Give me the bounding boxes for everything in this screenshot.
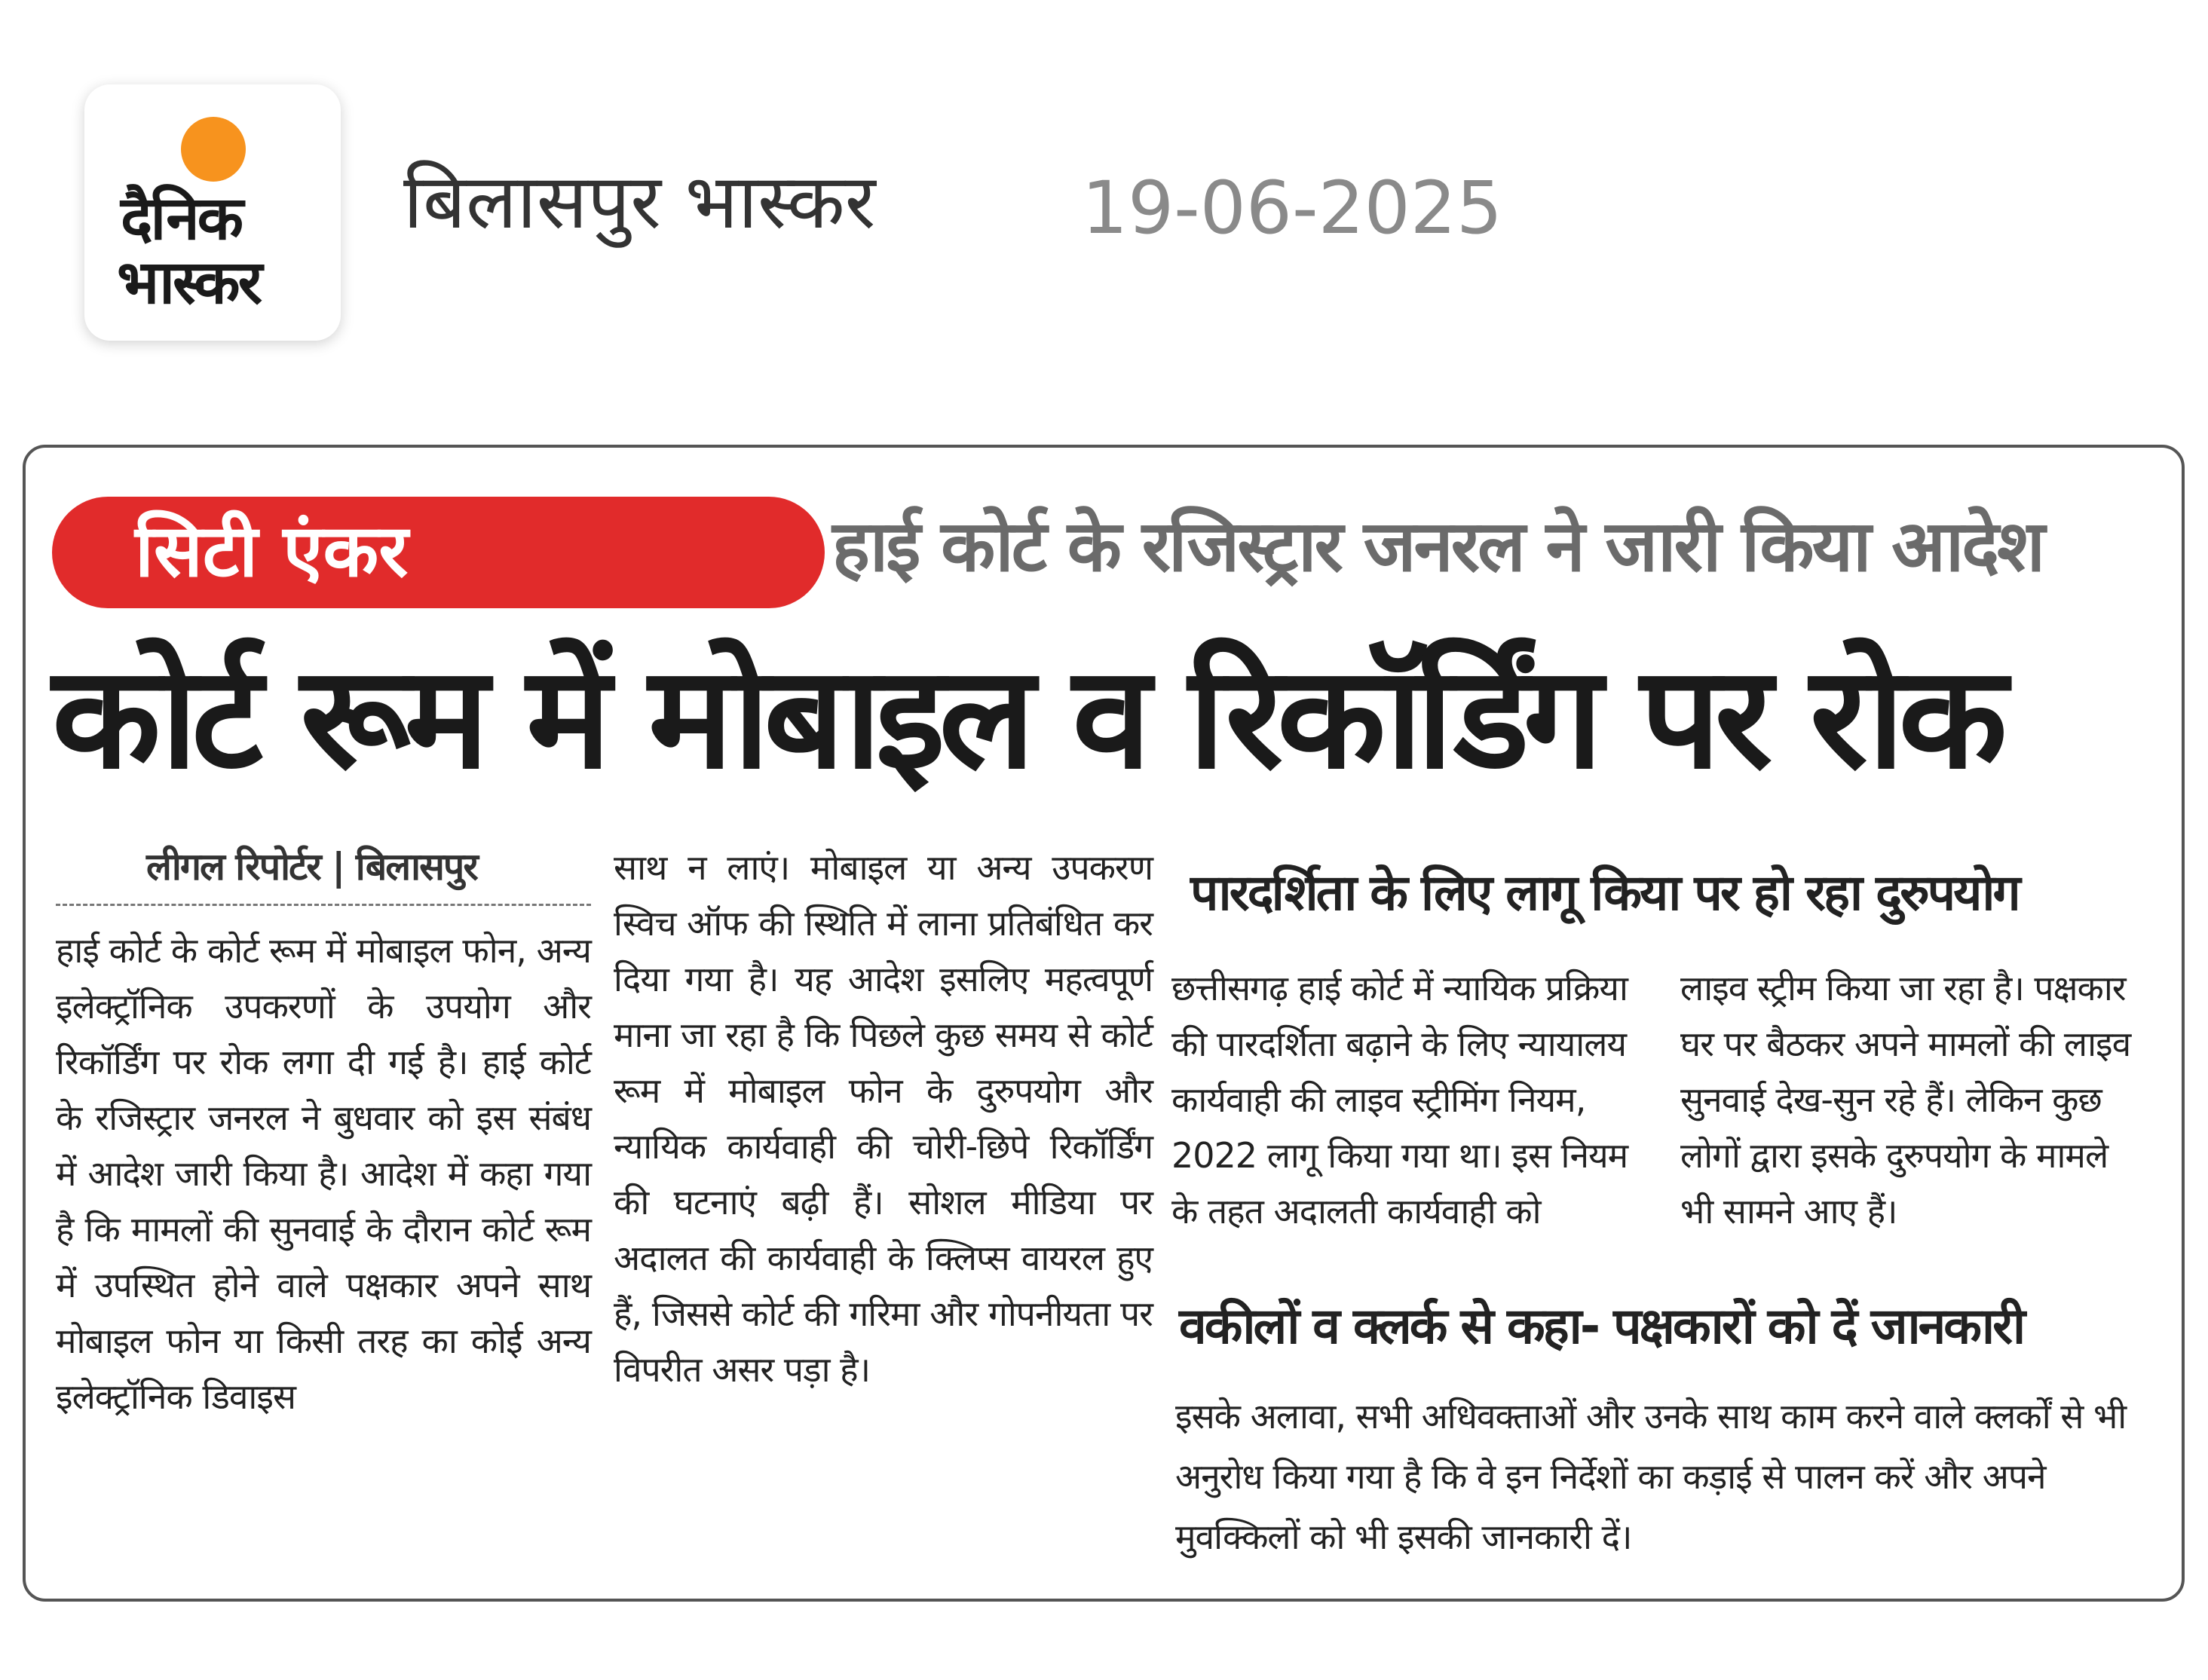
logo-text-line2: भास्कर	[117, 247, 261, 317]
section-tag	[52, 497, 825, 608]
subheading-transparency: पारदर्शिता के लिए लागू किया पर हो रहा दुरुपयोग	[1190, 864, 2019, 922]
news-clipping[interactable]	[23, 445, 2185, 1602]
kicker-headline: हाई कोर्ट के रजिस्ट्रार जनरल ने जारी किया आदेश	[832, 506, 2044, 588]
edition-name: बिलासपुर भास्कर	[403, 158, 876, 246]
section-tag-label: सिटी एंकर	[135, 509, 409, 593]
main-headline: कोर्ट रूम में मोबाइल व रिकॉर्डिंग पर रोक	[52, 635, 2001, 800]
logo-text-line1: दैनिक	[121, 183, 242, 253]
article-column-3: छत्तीसगढ़ हाई कोर्ट में न्यायिक प्रक्रिया की पारदर्शिता बढ़ाने के लिए न्यायालय कार्यवाही की लाइव स्ट्रीमिंग नियम, 2022 लागू किया गया था। इस नियम के तहत अदालती कार्यवाही को	[1171, 968, 1628, 1232]
article-column-4: लाइव स्ट्रीम किया जा रहा है। पक्षकार घर पर बैठकर अपने मामलों की लाइव सुनवाई देख-सुन रहे हैं। लेकिन कुछ लोगों द्वारा इसके दुरुपयोग के मामले भी सामने आए हैं।	[1680, 968, 2131, 1232]
subheading-lawyers: वकीलों व क्लर्क से कहा- पक्षकारों को दें जानकारी	[1179, 1297, 2024, 1355]
article-column-5: इसके अलावा, सभी अधिवक्ताओं और उनके साथ काम करने वाले क्लर्कों से भी अनुरोध किया गया है कि वे इन निर्देशों का कड़ाई से पालन करें और अपने मुवक्किलों को भी इसकी जानकारी दें।	[1175, 1396, 2127, 1557]
byline: लीगल रिपोर्टर | बिलासपुर	[146, 845, 477, 889]
logo-sun-icon	[181, 117, 246, 182]
byline-divider	[56, 904, 591, 906]
article-column-2: साथ न लाएं। मोबाइल या अन्य उपकरण स्विच ऑफ की स्थिति में लाना प्रतिबंधित कर दिया गया है। यह आदेश इसलिए महत्वपूर्ण माना जा रहा है कि पिछले कुछ समय से कोर्ट रूम में मोबाइल फोन के दुरुपयोग और न्यायिक कार्यवाही की चोरी-छिपे रिकॉर्डिंग की घटनाएं बढ़ी हैं। सोशल मीडिया पर अदालत की कार्यवाही के क्लिप्स वायरल हुए हैं, जिससे कोर्ट की गरिमा और गोपनीयता पर विपरीत असर पड़ा है।	[614, 847, 1153, 1390]
article-column-1: हाई कोर्ट के कोर्ट रूम में मोबाइल फोन, अन्य इलेक्ट्रॉनिक उपकरणों के उपयोग और रिकॉर्डिंग पर रोक लगा दी गई है। हाई कोर्ट के रजिस्ट्रार जनरल ने बुधवार को इस संबंध में आदेश जारी किया है। आदेश में कहा गया है कि मामलों की सुनवाई के दौरान कोर्ट रूम में उपस्थित होने वाले पक्षकार अपने साथ मोबाइल फोन या किसी तरह का कोई अन्य इलेक्ट्रॉनिक डिवाइस	[56, 930, 591, 1417]
edition-date: 19-06-2025	[1082, 166, 1502, 250]
